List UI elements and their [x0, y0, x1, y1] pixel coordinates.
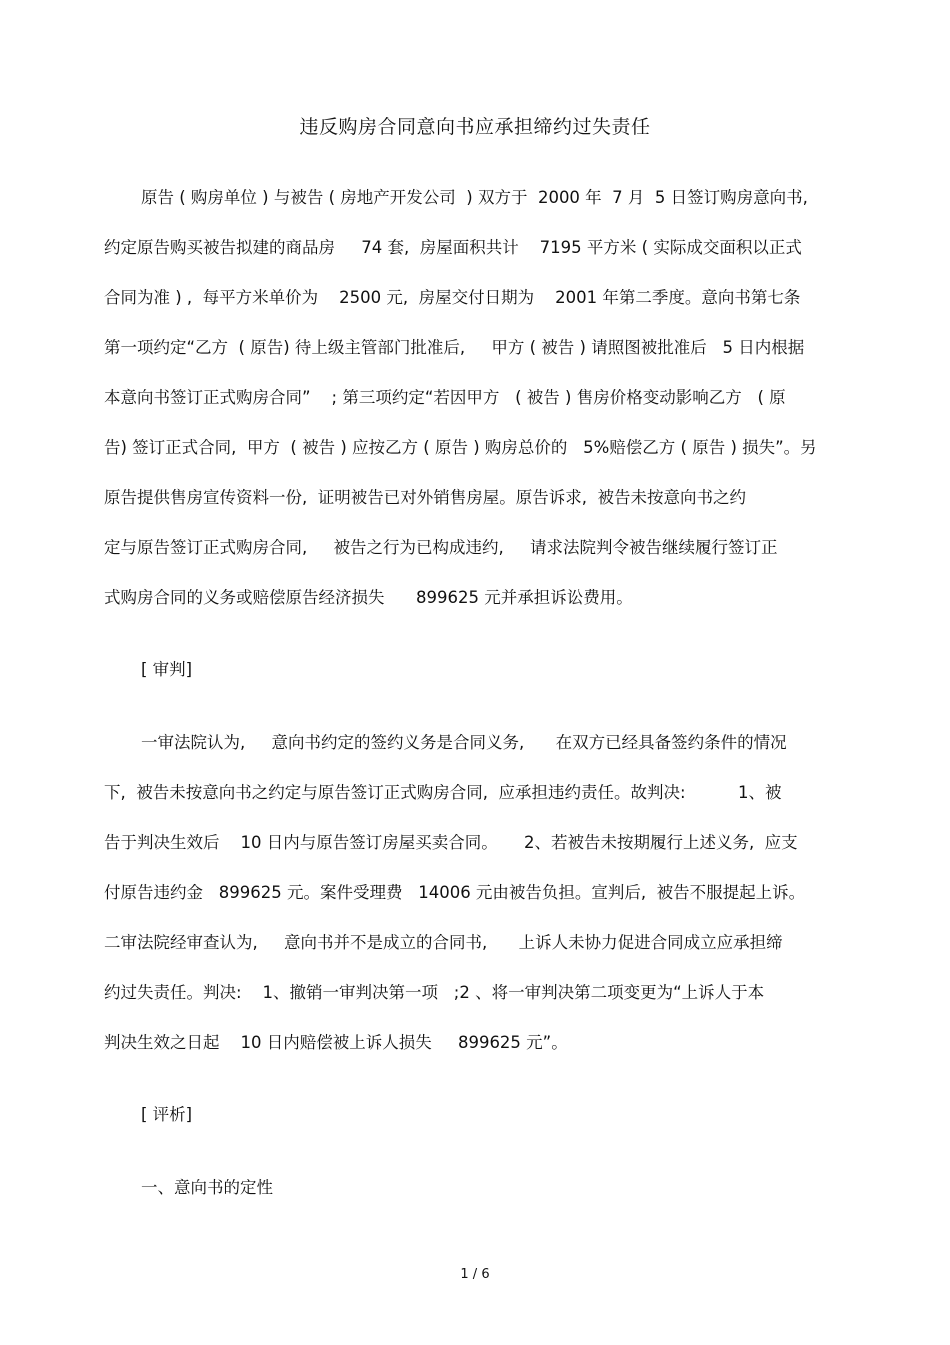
paragraph-line: 第一项约定“乙方 ( 原告) 待上级主管部门批准后, 甲方 ( 被告 ) 请照图被批准后 5 日内根据 — [104, 338, 805, 357]
subsection-heading: 一、意向书的定性 — [141, 1178, 273, 1197]
paragraph-line: 一审法院认为, 意向书约定的签约义务是合同义务, 在双方已经具备签约条件的情况 — [141, 733, 787, 752]
paragraph-line: 原告 ( 购房单位 ) 与被告 ( 房地产开发公司 ) 双方于 2000 年 7 月 5 日签订购房意向书, — [141, 188, 808, 207]
paragraph-line: 下, 被告未按意向书之约定与原告签订正式购房合同, 应承担违约责任。故判决: 1、被 — [104, 783, 782, 802]
section-heading-analysis: [ 评析] — [141, 1105, 193, 1124]
page-number: 1 / 6 — [460, 1267, 490, 1282]
paragraph-line: 判决生效之日起 10 日内赔偿被上诉人损失 899625 元”。 — [104, 1033, 568, 1052]
paragraph-line: 合同为准 ) , 每平方米单价为 2500 元, 房屋交付日期为 2001 年第二季度。意向书第七条 — [104, 288, 801, 307]
paragraph-line: 约定原告购买被告拟建的商品房 74 套, 房屋面积共计 7195 平方米 ( 实际成交面积以正式 — [104, 238, 802, 257]
paragraph-line: 告) 签订正式合同, 甲方 ( 被告 ) 应按乙方 ( 原告 ) 购房总价的 5%赔偿乙方 ( 原告 ) 损失”。另 — [104, 438, 817, 457]
paragraph-line: 原告提供售房宣传资料一份, 证明被告已对外销售房屋。原告诉求, 被告未按意向书之约 — [104, 488, 746, 507]
document-title: 违反购房合同意向书应承担缔约过失责任 — [299, 116, 651, 138]
paragraph-line: 约过失责任。判决: 1、撤销一审判决第一项 ;2 、将一审判决第二项变更为“上诉人于本 — [104, 983, 765, 1002]
paragraph-line: 本意向书签订正式购房合同” ; 第三项约定“若因甲方 ( 被告 ) 售房价格变动影响乙方 ( 原 — [104, 388, 786, 407]
paragraph-line: 付原告违约金 899625 元。案件受理费 14006 元由被告负担。宣判后, 被告不服提起上诉。 — [104, 883, 806, 902]
paragraph-line: 告于判决生效后 10 日内与原告签订房屋买卖合同。 2、若被告未按期履行上述义务, 应支 — [104, 833, 798, 852]
paragraph-line: 二审法院经审查认为, 意向书并不是成立的合同书, 上诉人未协力促进合同成立应承担缔 — [104, 933, 783, 952]
paragraph-line: 定与原告签订正式购房合同, 被告之行为已构成违约, 请求法院判令被告继续履行签订正 — [104, 538, 778, 557]
paragraph-line: 式购房合同的义务或赔偿原告经济损失 899625 元并承担诉讼费用。 — [104, 588, 633, 607]
section-heading-trial: [ 审判] — [141, 660, 193, 679]
